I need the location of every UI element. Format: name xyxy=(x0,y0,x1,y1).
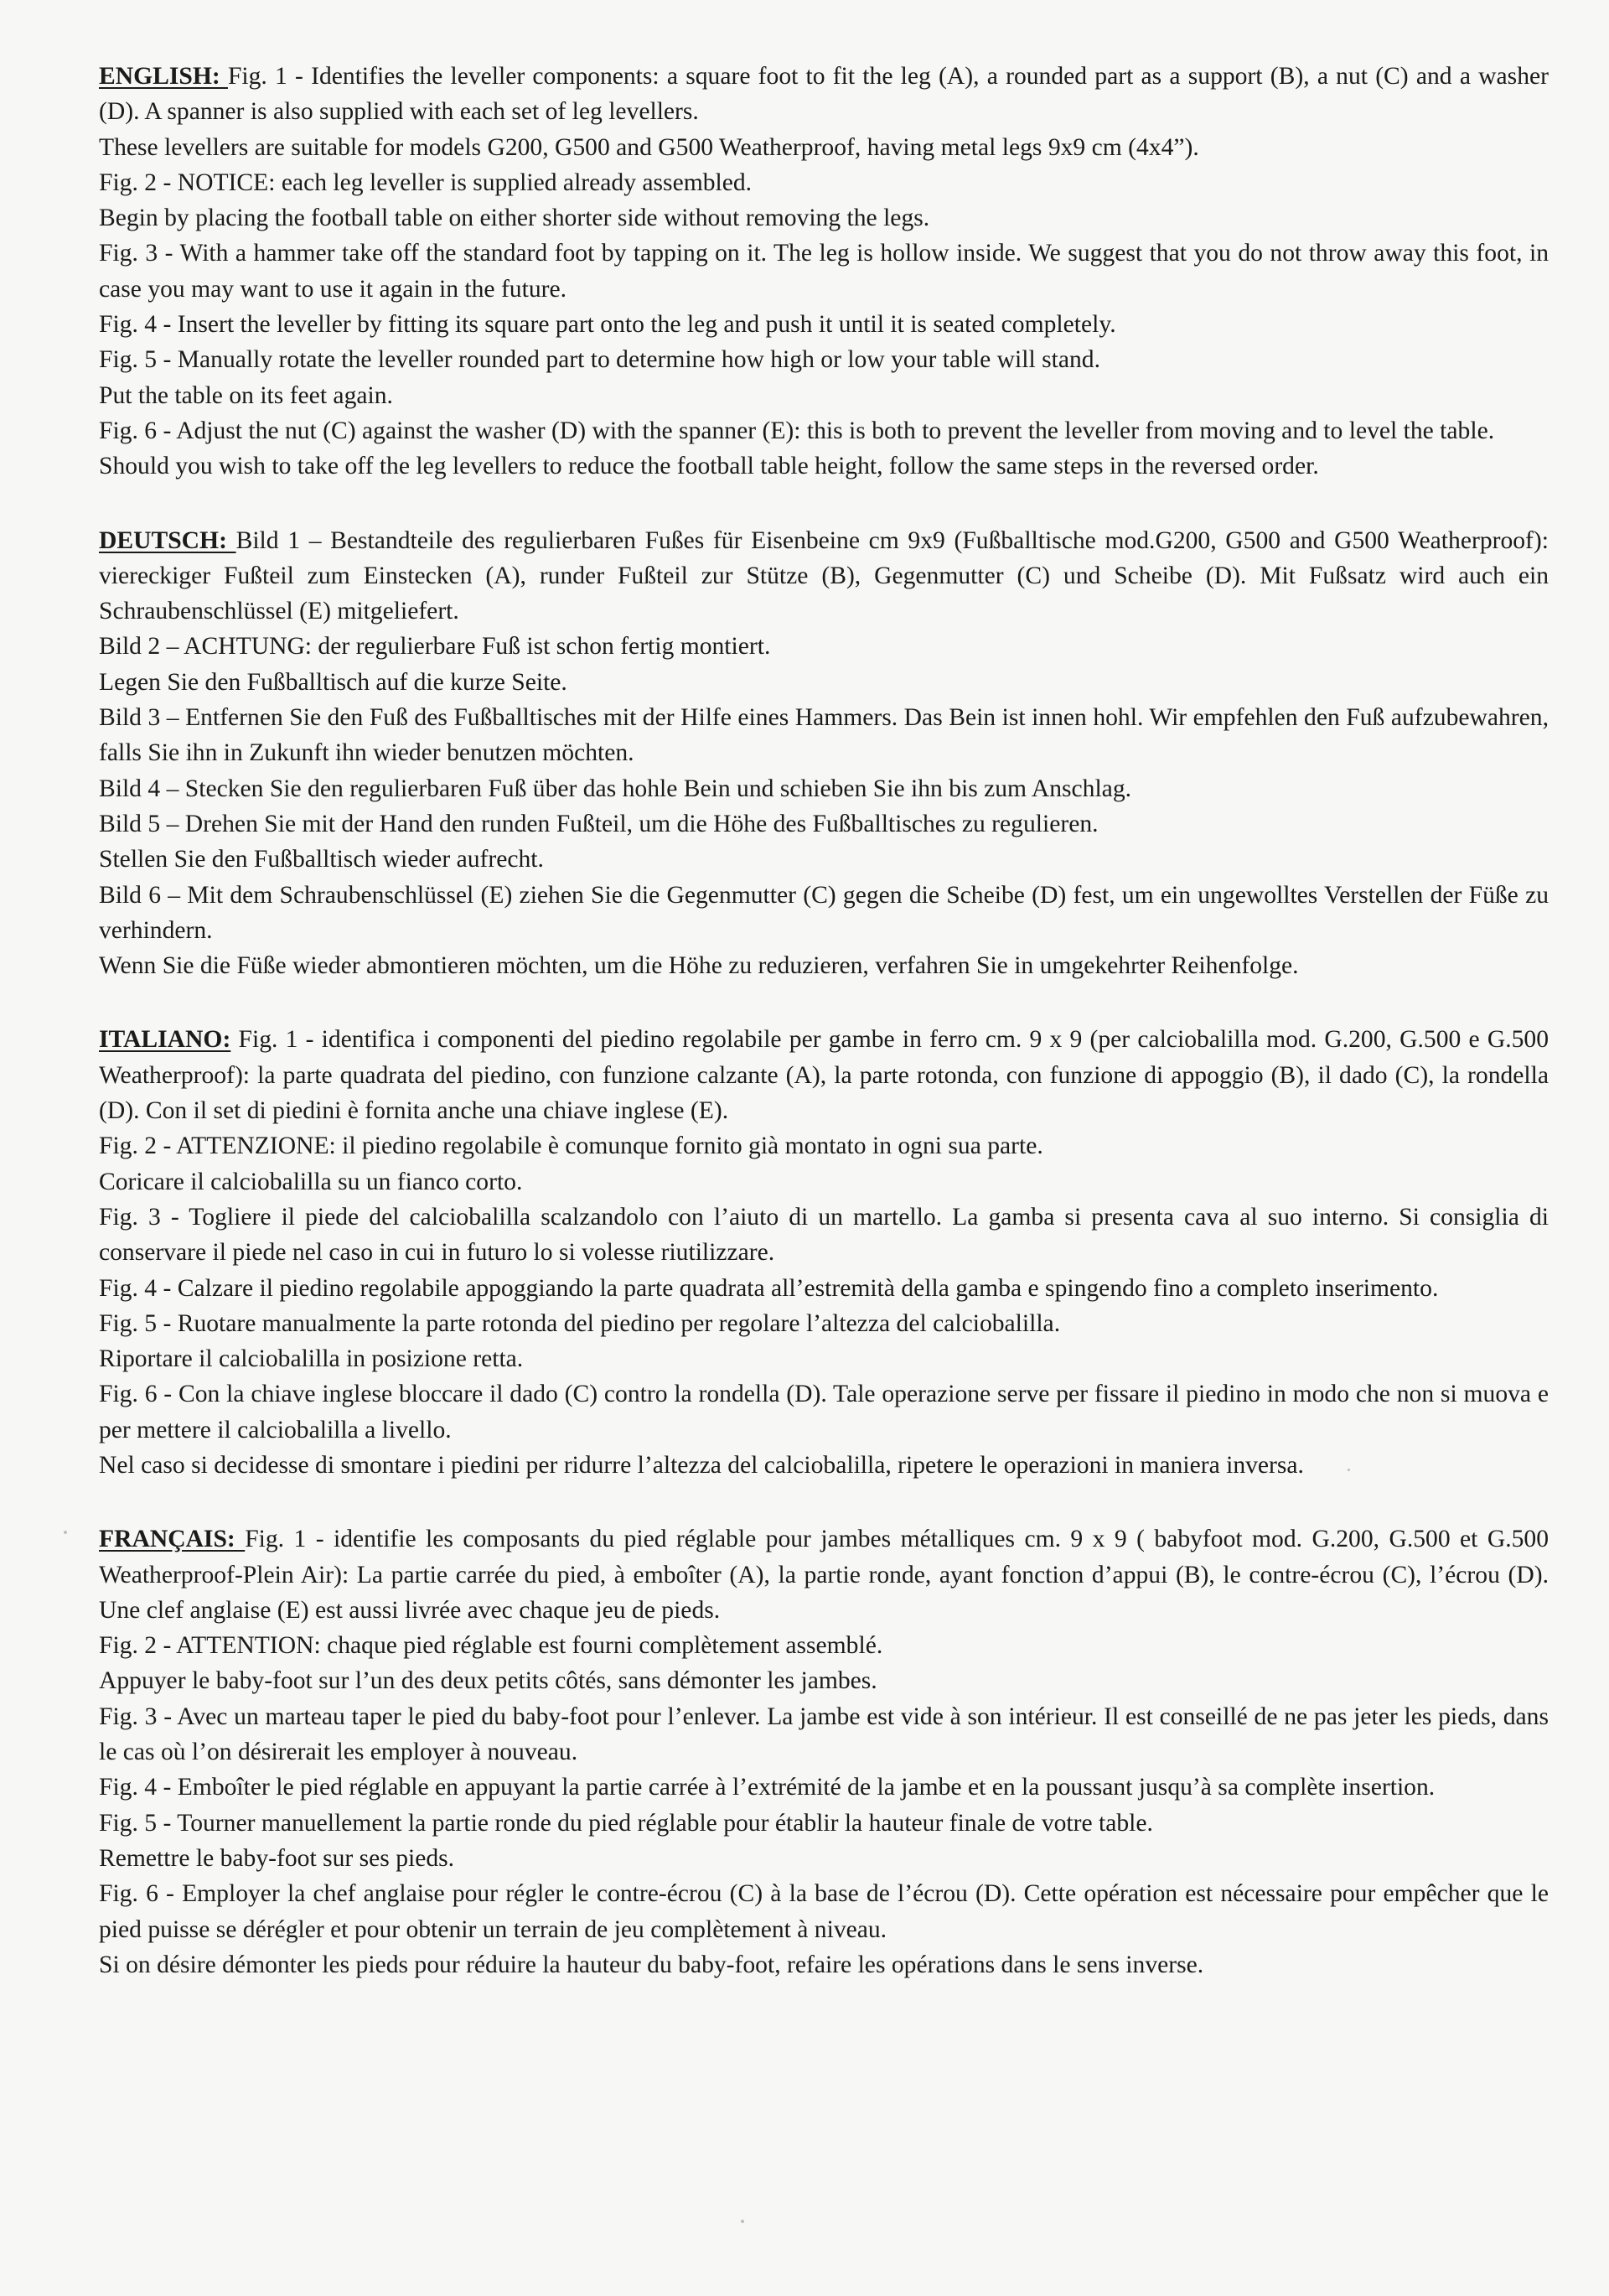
paragraph: Fig. 3 - With a hammer take off the standard foot by tapping on it. The leg is hollow inside. We suggest that you do not throw away this foot, in case you may want to use it again in the future. xyxy=(99,240,1549,303)
paragraph: Fig. 5 - Manually rotate the leveller rounded part to determine how high or low your table will stand. xyxy=(99,346,1100,374)
paragraph: Fig. 5 - Ruotare manualmente la parte rotonda del piedino per regolare l’altezza del calciobalilla. xyxy=(99,1309,1061,1337)
paragraph-text: Fig. 1 - identifie les composants du pied réglable pour jambes métalliques cm. 9 x 9 ( babyfoot mod. G.200, G.500 et G.500 Weatherproof-Plein Air): La partie carrée du pied, à emboîter (A), la partie ronde, ayant fonction d’appui (B), le contre-écrou (C), l’écrou (D). Une clef anglaise (E) est aussi livrée avec chaque jeu de pieds. xyxy=(99,1526,1549,1624)
paragraph xyxy=(99,1022,1549,1128)
paragraph: Bild 6 – Mit dem Schraubenschlüssel (E) ziehen Sie die Gegenmutter (C) gegen die Scheibe (D) fest, um ein ungewolltes Verstellen der Füße zu verhindern. xyxy=(99,881,1549,944)
paragraph: Fig. 5 - Tourner manuellement la partie ronde du pied réglable pour établir la hauteur finale de votre table. xyxy=(99,1809,1153,1837)
paragraph: Fig. 4 - Insert the leveller by fitting its square part onto the leg and push it until it is seated completely. xyxy=(99,311,1116,339)
paragraph: Bild 2 – ACHTUNG: der regulierbare Fuß ist schon fertig montiert. xyxy=(99,633,771,661)
section-heading: ENGLISH: xyxy=(99,63,228,90)
paragraph: Stellen Sie den Fußballtisch wieder aufrecht. xyxy=(99,846,544,873)
paragraph: Fig. 4 - Emboîter le pied réglable en appuyant la partie carrée à l’extrémité de la jambe et en la poussant jusqu’à sa complète insertion. xyxy=(99,1774,1436,1801)
paragraph-text: Fig. 1 - identifica i componenti del piedino regolabile per gambe in ferro cm. 9 x 9 (per calciobalilla mod. G.200, G.500 e G.500 Weatherproof): la parte quadrata del piedino, con funzione calzante (A), la parte rotonda, con funzione di appoggio (B), il dado (C), la rondella (D). Con il set di piedini è fornita anche una chiave inglese (E). xyxy=(99,1026,1549,1125)
instruction-sheet xyxy=(99,59,1549,2021)
paragraph: Fig. 2 - ATTENTION: chaque pied réglable est fourni complètement assemblé. xyxy=(99,1632,883,1660)
paragraph: Fig. 6 - Adjust the nut (C) against the washer (D) with the spanner (E): this is both to prevent the leveller from moving and to level the table. xyxy=(99,417,1495,444)
paper-speck xyxy=(64,1531,67,1534)
paragraph: Bild 5 – Drehen Sie mit der Hand den runden Fußteil, um die Höhe des Fußballtisches zu regulieren. xyxy=(99,810,1099,837)
paragraph: Fig. 3 - Togliere il piede del calciobalilla scalzandolo con l’aiuto di un martello. La gamba si presenta cava al suo interno. Si consiglia di conservare il piede nel caso in cui in futuro lo si volesse riutilizzare. xyxy=(99,1203,1549,1267)
paragraph xyxy=(99,1521,1549,1628)
paragraph: These levellers are suitable for models G200, G500 and G500 Weatherproof, having metal legs 9x9 cm (4x4”). xyxy=(99,133,1199,161)
paragraph: Coricare il calciobalilla su un fianco corto. xyxy=(99,1168,523,1195)
paragraph: Si on désire démonter les pieds pour réduire la hauteur du baby-foot, refaire les opérations dans le sens inverse. xyxy=(99,1951,1204,1978)
paragraph: Fig. 6 - Employer la chef anglaise pour régler le contre-écrou (C) à la base de l’écrou (D). Cette opération est nécessaire pour empêcher que le pied puisse se dérégler et pour obtenir un terrain de jeu complètement à niveau. xyxy=(99,1880,1549,1943)
paragraph: Legen Sie den Fußballtisch auf die kurze Seite. xyxy=(99,668,567,696)
paragraph: Fig. 4 - Calzare il piedino regolabile appoggiando la parte quadrata all’estremità della gamba e spingendo fino a completo inserimento. xyxy=(99,1274,1439,1302)
paragraph: Put the table on its feet again. xyxy=(99,381,393,409)
paragraph xyxy=(99,59,1549,130)
section-english xyxy=(99,59,1549,485)
paragraph: Nel caso si decidesse di smontare i piedini per ridurre l’altezza del calciobalilla, ripetere le operazioni in maniera inversa. xyxy=(99,1451,1304,1479)
paragraph: Fig. 2 - ATTENZIONE: il piedino regolabile è comunque fornito già montato in ogni sua parte. xyxy=(99,1132,1043,1160)
paragraph: Fig. 6 - Con la chiave inglese bloccare il dado (C) contro la rondella (D). Tale operazione serve per fissare il piedino in modo che non si muova e per mettere il calciobalilla a livello. xyxy=(99,1381,1549,1443)
paragraph: Bild 4 – Stecken Sie den regulierbaren Fuß über das hohle Bein und schieben Sie ihn bis zum Anschlag. xyxy=(99,775,1132,802)
section-italiano xyxy=(99,1022,1549,1483)
section-heading: ITALIANO: xyxy=(99,1026,231,1054)
paragraph: Should you wish to take off the leg levellers to reduce the football table height, follow the same steps in the reversed order. xyxy=(99,453,1319,480)
paragraph: Fig. 3 - Avec un marteau taper le pied du baby-foot pour l’enlever. La jambe est vide à son intérieur. Il est conseillé de ne pas jeter les pieds, dans le cas où l’on désirerait les employer à nouveau. xyxy=(99,1703,1549,1766)
paragraph: Begin by placing the football table on either shorter side without removing the legs. xyxy=(99,205,930,232)
section-francais xyxy=(99,1521,1549,1982)
section-deutsch xyxy=(99,523,1549,984)
paragraph-text: Bild 1 – Bestandteile des regulierbaren Fußes für Eisenbeine cm 9x9 (Fußballtische mod.G200, G500 and G500 Weatherproof): viereckiger Fußteil zum Einstecken (A), runder Fußteil zur Stütze (B), Gegenmutter (C) und Scheibe (D). Mit Fußsatz wird auch ein Schraubenschlüssel (E) mitgeliefert. xyxy=(99,526,1549,625)
section-heading: DEUTSCH: xyxy=(99,526,236,554)
paragraph: Wenn Sie die Füße wieder abmontieren möchten, um die Höhe zu reduzieren, verfahren Sie in umgekehrter Reihenfolge. xyxy=(99,952,1299,980)
paper-speck xyxy=(1348,1469,1350,1471)
paper-speck xyxy=(741,2220,744,2223)
paragraph: Bild 3 – Entfernen Sie den Fuß des Fußballtisches mit der Hilfe eines Hammers. Das Bein ist innen hohl. Wir empfehlen den Fuß aufzubewahren, falls Sie ihn in Zukunft ihn wieder benutzen möchten. xyxy=(99,704,1549,767)
paragraph-text: Fig. 1 - Identifies the leveller components: a square foot to fit the leg (A), a rounded part as a support (B), a nut (C) and a washer (D). A spanner is also supplied with each set of leg levellers. xyxy=(99,63,1549,126)
paragraph: Remettre le baby-foot sur ses pieds. xyxy=(99,1844,455,1872)
section-heading: FRANÇAIS: xyxy=(99,1526,246,1553)
paragraph: Appuyer le baby-foot sur l’un des deux petits côtés, sans démonter les jambes. xyxy=(99,1667,877,1695)
paragraph xyxy=(99,523,1549,630)
paragraph: Riportare il calciobalilla in posizione retta. xyxy=(99,1345,524,1373)
paragraph: Fig. 2 - NOTICE: each leg leveller is supplied already assembled. xyxy=(99,168,753,196)
